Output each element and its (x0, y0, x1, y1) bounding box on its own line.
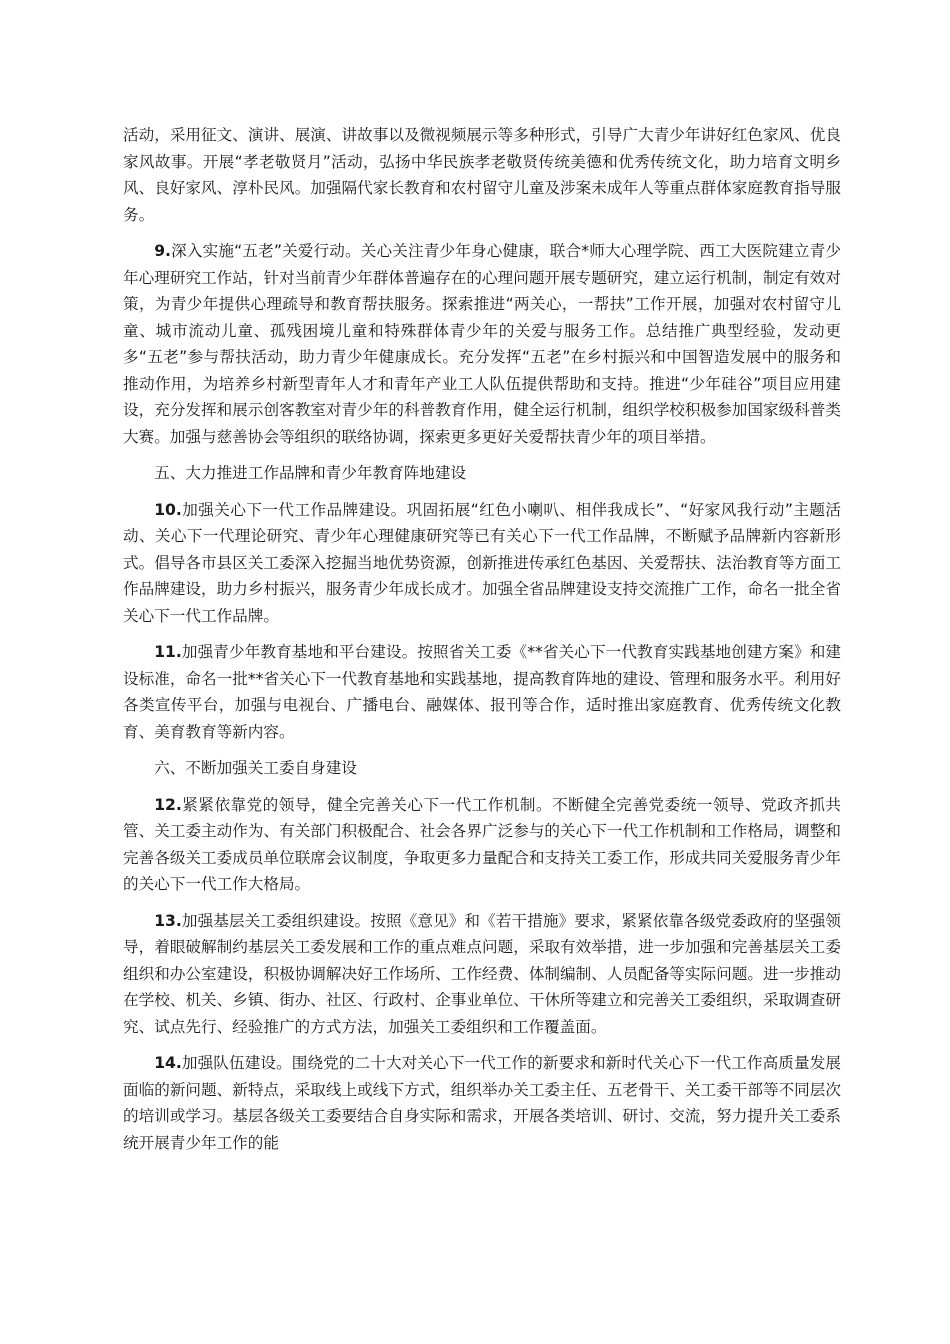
heading-text: 五、大力推进工作品牌和青少年教育阵地建设 (154, 464, 467, 482)
paragraph-text: 深入实施“五老”关爱行动。关心关注青少年身心健康，联合*师大心理学院、西工大医院建立青少年心理研究工作站，针对当前青少年群体普遍存在的心理问题开展专题研究，建立运行机制，制定有效对策，为青少年提供心理疏导和教育帮扶服务。探索推进“两关心，一帮扶”工作开展，加强对农村留守儿童、城市流动儿童、孤残困境儿童和特殊群体青少年的关爱与服务工作。总结推广典型经验，发动更多“五老”参与帮扶活动，助力青少年健康成长。充分发挥“五老”在乡村振兴和中国智造发展中的服务和推动作用，为培养乡村新型青年人才和青年产业工人队伍提供帮助和支持。推进“少年硅谷”项目应用建设，充分发挥和展示创客教室对青少年的科普教育作用，健全运行机制，组织学校积极参加国家级科普类大赛。加强与慈善协会等组织的联络协调，探索更多更好关爱帮扶青少年的项目举措。 (123, 242, 841, 446)
paragraph-text: 紧紧依靠党的领导，健全完善关心下一代工作机制。不断健全完善党委统一领导、党政齐抓共管、关工委主动作为、有关部门积极配合、社会各界广泛参与的关心下一代工作机制和工作格局，调整和完善各级关工委成员单位联席会议制度，争取更多力量配合和支持关工委工作，形成共同关爱服务青少年的关心下一代工作大格局。 (123, 795, 841, 893)
heading-text: 六、不断加强关工委自身建设 (154, 759, 357, 777)
item-number: 11. (154, 643, 182, 661)
paragraph-text: 加强队伍建设。围绕党的二十大对关心下一代工作的新要求和新时代关心下一代工作高质量发展面临的新问题、新特点，采取线上或线下方式，组织举办关工委主任、五老骨干、关工委干部等不同层次的培训或学习。基层各级关工委要结合自身实际和需求，开展各类培训、研讨、交流，努力提升关工委系统开展青少年工作的能 (123, 1054, 841, 1152)
paragraph-item-14 (123, 1050, 841, 1156)
paragraph-item-9 (123, 238, 841, 450)
item-number: 13. (154, 911, 182, 930)
paragraph-item-11 (123, 639, 841, 745)
section-heading-6 (123, 755, 841, 782)
section-heading-5 (123, 460, 841, 487)
item-number: 12. (154, 795, 182, 814)
item-number: 14. (154, 1054, 182, 1072)
paragraph-item-12 (123, 792, 841, 898)
paragraph-item-10 (123, 497, 841, 630)
item-number: 10. (154, 500, 182, 519)
paragraph-text: 活动，采用征文、演讲、展演、讲故事以及微视频展示等多种形式，引导广大青少年讲好红色家风、优良家风故事。开展“孝老敬贤月”活动，弘扬中华民族孝老敬贤传统美德和优秀传统文化，助力培育文明乡风、良好家风、淳朴民风。加强隔代家长教育和农村留守儿童及涉案未成年人等重点群体家庭教育指导服务。 (123, 126, 841, 224)
item-number: 9. (154, 242, 171, 260)
paragraph-text: 加强基层关工委组织建设。按照《意见》和《若干措施》要求，紧紧依靠各级党委政府的坚强领导，着眼破解制约基层关工委发展和工作的重点难点问题，采取有效举措，进一步加强和完善基层关工委组织和办公室建设，积极协调解决好工作场所、工作经费、体制编制、人员配备等实际问题。进一步推动在学校、机关、乡镇、街办、社区、行政村、企事业单位、干休所等建立和完善关工委组织，采取调查研究、试点先行、经验推广的方式方法，加强关工委组织和工作覆盖面。 (123, 911, 841, 1036)
document-body (123, 122, 841, 1166)
paragraph-text: 加强关心下一代工作品牌建设。巩固拓展“红色小喇叭、相伴我成长”、“好家风我行动”主题活动、关心下一代理论研究、青少年心理健康研究等已有关心下一代工作品牌，不断赋予品牌新内容新形式。倡导各市县区关工委深入挖掘当地优势资源，创新推进传承红色基因、关爱帮扶、法治教育等方面工作品牌建设，助力乡村振兴，服务青少年成长成才。加强全省品牌建设支持交流推广工作，命名一批全省关心下一代工作品牌。 (123, 500, 841, 625)
paragraph-text: 加强青少年教育基地和平台建设。按照省关工委《**省关心下一代教育实践基地创建方案》和建设标准，命名一批**省关心下一代教育基地和实践基地，提高教育阵地的建设、管理和服务水平。利用好各类宣传平台，加强与电视台、广播电台、融媒体、报刊等合作，适时推出家庭教育、优秀传统文化教育、美育教育等新内容。 (123, 643, 841, 741)
paragraph-item-13 (123, 908, 841, 1041)
paragraph-continuation (123, 122, 841, 228)
